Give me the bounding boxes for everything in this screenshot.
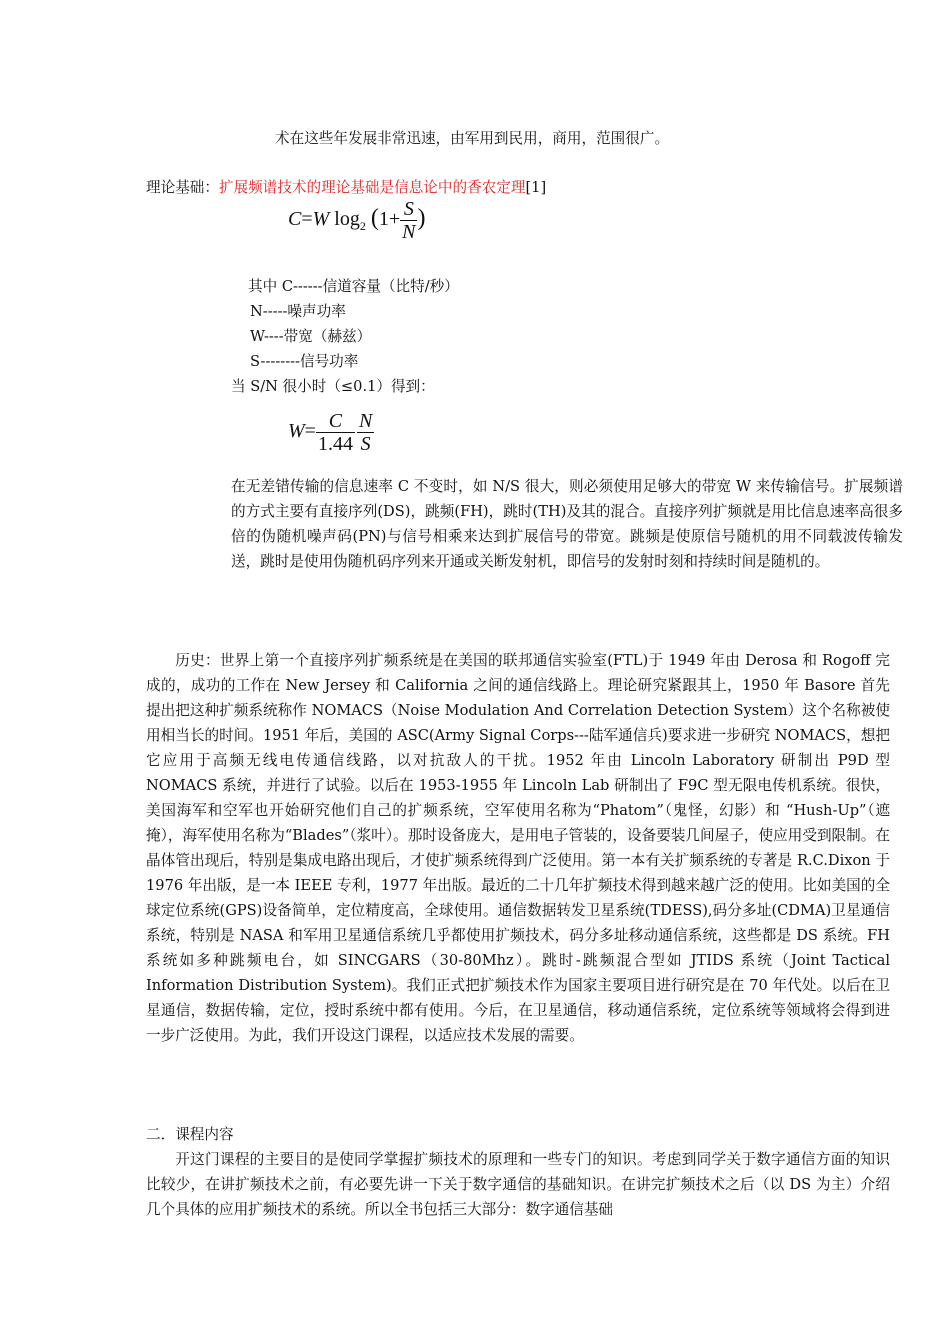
intro-tail-line: 术在这些年发展非常迅速，由军用到民用，商用，范围很广。	[275, 130, 670, 147]
theory-heading	[146, 175, 546, 200]
theory-highlight: 扩展频谱技术的理论基础是信息论中的香农定理	[218, 179, 526, 196]
formula-fraction-denominator: N	[402, 221, 416, 243]
definition-w: W----带宽（赫兹）	[250, 328, 372, 345]
formula-symbol-c: C	[288, 208, 302, 231]
definition-c: 其中 C------信道容量（比特/秒）	[248, 278, 459, 295]
formula-log: log	[334, 208, 360, 231]
history-paragraph: 历史：世界上第一个直接序列扩频系统是在美国的联邦通信实验室(FTL)于 1949 年由 Derosa 和 Rogoff 完成的，成功的工作在 New Jersey 和 California 之间的通信线路上。理论研究紧跟其上，1950 年 Basore 首先提出把这种扩频系统称作 NOMACS（Noise Modulation And Correlation Detection System）这个名称被使用相当长的时间。1951 年后，美国的 ASC(Army Signal Corps---陆军通信兵)要求进一步研究 NOMACS，想把它应用于高频无线电传通信线路，以对抗敌人的干扰。1952 年由 Lincoln Laboratory 研制出 P9D 型 NOMACS 系统，并进行了试验。以后在 1953-1955 年 Lincoln Lab 研制出了 F9C 型无限电传机系统。很快，美国海军和空军也开始研究他们自己的扩频系统，空军使用名称为“Phatom”（鬼怪，幻影）和 “Hush-Up”（遮掩），海军使用名称为“Blades”（浆叶）。那时设备庞大，是用电子管装的，设备要装几间屋子，使应用受到限制。在晶体管出现后，特别是集成电路出现后，才使扩频系统得到广泛使用。第一本有关扩频系统的专著是 R.C.Dixon 于 1976 年出版，是一本 IEEE 专利，1977 年出版。最近的二十几年扩频技术得到越来越广泛的使用。比如美国的全球定位系统(GPS)设备简单，定位精度高，全球使用。通信数据转发卫星系统(TDESS),码分多址(CDMA)卫星通信系统，特别是 NASA 和军用卫星通信系统几乎都使用扩频技术，码分多址移动通信系统，这些都是 DS 系统。FH 系统如多种跳频电台，如 SINCGARS（30-80Mhz）。跳时-跳频混合型如 JTIDS 系统（Joint Tactical Information Distribution System)。我们正式把扩频技术作为国家主要项目进行研究是在 70 年代处。以后在卫星通信，数据传输，定位，授时系统中都有使用。今后，在卫星通信，移动通信系统，定位系统等领域将会得到进一步广泛使用。为此，我们开设这门课程，以适应技术发展的需要。	[146, 652, 890, 1044]
formula2-fraction-c	[316, 410, 355, 455]
formula-log-base: 2	[359, 219, 366, 234]
formula2-denominator-144: 1.44	[317, 433, 353, 455]
formula-equals: =	[301, 208, 313, 231]
formula2-numerator-c: C	[316, 410, 355, 433]
definition-n: N-----噪声功率	[250, 303, 346, 320]
course-heading: 二．课程内容	[146, 1126, 234, 1143]
condition-line: 当 S/N 很小时（≤0.1）得到：	[231, 378, 435, 395]
formula2-numerator-n: N	[358, 410, 373, 432]
theory-label: 理论基础：	[146, 179, 219, 196]
shannon-formula	[288, 198, 425, 243]
formula2-fraction-n-s	[357, 410, 374, 455]
formula-fraction-numerator: S	[400, 198, 417, 221]
theory-ref: [1]	[525, 179, 547, 196]
formula-one-plus: 1+	[378, 208, 401, 231]
formula-fraction-s-n	[400, 198, 417, 243]
formula2-symbol-w: W	[288, 420, 305, 443]
bandwidth-formula	[288, 410, 374, 455]
formula-close-paren: )	[417, 205, 426, 232]
formula2-denominator-s: S	[360, 433, 371, 455]
theory-explanation: 在无差错传输的信息速率 C 不变时，如 N/S 很大，则必须使用足够大的带宽 W 来传输信号。扩展频谱的方式主要有直接序列(DS)，跳频(FH)，跳时(TH)及其的混合。直接序列扩频就是用比信息速率高很多倍的伪随机噪声码(PN)与信号相乘来达到扩展信号的带宽。跳频是使原信号随机的用不同载波传输发送，跳时是使用伪随机码序列来开通或关断发射机，即信号的发射时刻和持续时间是随机的。	[231, 478, 903, 570]
formula2-equals: =	[304, 420, 316, 443]
formula-open-paren: (	[370, 205, 379, 232]
course-paragraph: 开这门课程的主要目的是使同学掌握扩频技术的原理和一些专门的知识。考虑到同学关于数字通信方面的知识比较少，在讲扩频技术之前，有必要先讲一下关于数字通信的基础知识。在讲完扩频技术之后（以 DS 为主）介绍几个具体的应用扩频技术的系统。所以全书包括三大部分：数字通信基础	[146, 1151, 890, 1218]
definition-s: S--------信号功率	[250, 353, 359, 370]
formula-symbol-w: W	[312, 208, 330, 231]
